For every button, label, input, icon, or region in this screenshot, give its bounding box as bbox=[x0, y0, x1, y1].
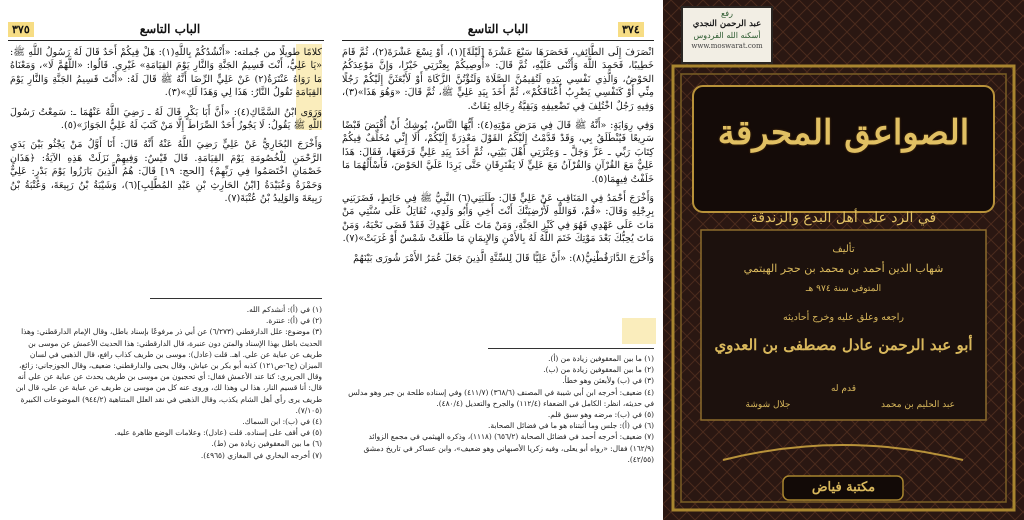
chapter-header bbox=[120, 22, 220, 36]
page-body bbox=[10, 46, 322, 210]
footnote: (١) ما بين المعقوفين زيادة من (أ). bbox=[548, 354, 654, 363]
footnote-separator bbox=[150, 298, 322, 299]
book-title: الصواعق المحرقة bbox=[717, 113, 970, 153]
chapter-title: الباب التاسع bbox=[139, 22, 201, 36]
chapter-header bbox=[448, 22, 548, 36]
footnote: (٣) موضوع: علل الدارقطني (٦/٢٧٣) عن أبي ذر مرفوعًا بإسناد باطل، وقال الإمام الدارقطني: وهذا الحديث باطل بهذا الإسناد والمتن دون عنبرة، قال الدارقطني: هذا الحديث الأعمش عن موسى بن طريف عن عباية عن علي. اهـ. قلت (عادل): موسى بن طريف كذاب رافع، قال الذهبي في لسان الميزان (ج٦-ص١٢١) كذبه أبو بكر بن عياش، وقال يحيى والدارقطني: ضعيف، وقال الجوزجاني: زائغ، وقال الجريري: كنا عند الأعمش فقال: أي تحجبون من موسى بن طريف يحدث عن عباية عن علي أنه قال: أنا قسيم النار، هذا لي وهذا لك، وروى عنه كل من موسى بن طريف عن عباية عن علي، قال ابن طريف يرى رأي أهل الشام يكذب، وقال الذهبي في نقد العلل المتناهية (٩٤٤/٢) الموضوعات الكبيرة (٧/١٠٥). bbox=[15, 327, 322, 415]
left-page bbox=[0, 0, 332, 520]
paragraph: وَأَخْرَجَ البُخَارِيُّ عَنْ عَلِيٍّ رَضِيَ اللَّهُ عَنْهُ أَنَّهُ قَالَ: أَنَا أَوَّلُ مَنْ يَجْثُو بَيْنَ يَدَيِ الرَّحْمَنِ لِلْخُصُومَةِ يَوْمَ القِيَامَةِ. قَالَ قَيْسٌ: وَفِيهِمْ نَزَلَتْ هَذِهِ الآيَةُ: ﴿هَذَانِ خَصْمَانِ اخْتَصَمُوا فِي رَبِّهِمْ﴾ [الحج: ١٩] قَالَ: هُمُ الَّذِينَ بَارَزُوا يَوْمَ بَدْرٍ: عَلِيٌّ وَحَمْزَةُ وَعُبَيْدَةُ [ابْنُ الحَارِثِ بْنِ عَبْدِ المُطَّلِبِ](٦)، وَشَيْبَةُ بْنُ رَبِيعَةَ، وَعُتْبَةُ بْنُ رَبِيعَةَ وَالوَلِيدُ بْنُ عُتْبَةَ(٧). bbox=[10, 139, 323, 205]
page-number: ٣٧٥ bbox=[8, 22, 34, 37]
footnote: (٤) في (ب): ابن السماك. bbox=[242, 417, 322, 427]
paragraph: وَرَوَى ابْنُ السَّمَّاكِ(٤): «أَنَّ أَبَا بَكْرٍ قَالَ لَهُ ـ رَضِيَ اللَّهُ عَنْهُمَا ـ: سَمِعْتُ رَسُولَ اللَّهِ ﷺ يَقُولُ: لَا يَجُوزُ أَحَدٌ الصِّرَاطَ إِلَّا مَنْ كَتَبَ لَهُ عَلِيٌّ الجَوَازَ»(٥). bbox=[10, 106, 322, 132]
author-label: تأليف bbox=[832, 244, 855, 255]
author-dates: المتوفى سنة ٩٧٤ هـ bbox=[805, 284, 882, 294]
page-body bbox=[342, 46, 654, 270]
stamp-line: www.moswarat.com bbox=[691, 42, 763, 50]
cover-ornament bbox=[663, 0, 1024, 520]
footnote: (٧) أخرجه البخاري في المغازي (٤٩٦٥). bbox=[200, 450, 322, 460]
footnote: (٧) ضعيف: أخرجه أحمد في فضائل الصحابة (٦٥٦/٢) (١١١٨)، وذكره الهيثمي في مجمع الزوائد (١٦٢/٩) فقال: «رواه أبو يعلى، وفيه زكريا الأصبهاني وهو ضعيف»، وابن عساكر في تاريخ دمشق (٤٢/٥٥). bbox=[363, 432, 654, 464]
contributor: عبد الحليم بن محمد bbox=[880, 400, 956, 410]
footnote: (١) في (أ): أنشدكم الله. bbox=[246, 305, 322, 314]
footnote: (٦) في (أ): جلس وما أثبتناه هو ما في فضائل الصحابة. bbox=[488, 421, 654, 431]
footnote: (٥) في أقف على إسناده. قلت (عادل): وعلامات الوضع ظاهرة عليه. bbox=[114, 428, 322, 438]
footnote: (٦) ما بين المعقوفين زيادة من (ط). bbox=[211, 439, 322, 449]
footnotes bbox=[342, 353, 654, 465]
header-rule bbox=[8, 40, 324, 41]
paragraph: وَأَخْرَجَ أَحْمَدُ فِي المَنَاقِبِ عَنْ عَلِيٍّ قَالَ: طَلَبَنِي(٦) النَّبِيُّ ﷺ فِي حَائِطٍ، فَضَرَبَنِي بِرِجْلِهِ وَقَالَ: «قُمْ، فَوَاللَّهِ لَأُرْضِيَنَّكَ أَنْتَ أَخِي وَأَبُو وَلَدِي، تُقَاتِلُ عَلَى سُنَّتِي مَنْ مَاتَ عَلَى عَهْدِي فَهُوَ فِي كَنْزِ الجَنَّةِ، وَمَنْ مَاتَ عَلَى عَهْدِكَ فَقَدْ قَضَى نَحْبَهُ، وَمَنْ مَاتَ يُحِبُّكَ بَعْدَ مَوْتِكَ خَتَمَ اللَّهُ لَهُ بِالأَمْنِ وَالإِيمَانِ مَا طَلَعَتْ شَمْسٌ أَوْ غَرَبَتْ»(٧). bbox=[342, 193, 654, 245]
author-name: شهاب الدين أحمد بن محمد بن حجر الهيتمي bbox=[743, 262, 944, 275]
paragraph: كلامًا طويلًا من جُملته: «أَنْشُدُكُمْ بِاللَّهِ(١): هَلْ فِيكُمْ أَحَدٌ قَالَ لَهُ رَسُولُ اللَّهِ ﷺ: «يَا عَلِيُّ، أَنْتَ قَسِيمُ الجَنَّةِ وَالنَّارِ يَوْمَ القِيَامَةِ» غَيْرِي. قَالُوا: «اللَّهُمَّ لَا»، وَمَعْنَاهُ مَا رَوَاهُ عَنْتَرَةُ(٢) عَنْ عَلِيٍّ الرِّضَا أَنَّهُ ﷺ قَالَ لَهُ: «أَنْتَ قَسِيمُ الجَنَّةِ وَالنَّارِ يَوْمَ القِيَامَةِ تَقُولُ النَّارُ: هَذَا لِي وَهَذَا لَكِ»(٣). bbox=[10, 47, 323, 99]
book-subtitle: في الرد على أهل البدع والزندقة bbox=[750, 210, 937, 226]
footnotes bbox=[10, 304, 322, 461]
paragraph: وَفِي رِوَايَةٍ: «أَنَّهُ ﷺ قَالَ فِي مَرَضِ مَوْتِهِ(٤): أَيُّهَا النَّاسُ، يُوشِكُ أَنْ أُقْبَضَ قَبْضًا سَرِيعًا فَيُنْطَلَقُ بِي، وَقَدْ قَدَّمْتُ إِلَيْكُمُ القَوْلَ مَعْذِرَةً إِلَيْكُمْ، أَلَا إِنِّي مُخَلِّفٌ فِيكُمْ كِتَابَ رَبِّي ـ عَزَّ وَجَلَّ ـ وَعِتْرَتِي أَهْلَ بَيْتِي، ثُمَّ أَخَذَ بِيَدِ عَلِيٍّ فَرَفَعَهَا، فَقَالَ: هَذَا عَلِيٌّ مَعَ القُرْآنِ وَالقُرْآنُ مَعَ عَلِيٍّ لَا يَفْتَرِقَانِ حَتَّى يَرِدَا عَلَيَّ الحَوْضَ، فَأَسْأَلُهُمَا مَا خَلَفْتُ فِيهِمَا(٥). bbox=[342, 120, 654, 185]
contributor: جلال شوشة bbox=[745, 400, 791, 410]
right-page bbox=[338, 0, 660, 520]
page-number: ٣٧٤ bbox=[618, 22, 644, 37]
publisher-name: مكتبة فياض bbox=[811, 480, 876, 495]
contributors-label: قدم له bbox=[830, 384, 857, 394]
stamp-line: رفع bbox=[721, 9, 733, 18]
footnote: (٢) ما بين المعقوفين زيادة من (ب). bbox=[543, 365, 654, 375]
highlight-mark bbox=[622, 318, 656, 344]
stamp-line: أسكنه الله الفردوس bbox=[693, 31, 761, 40]
book-cover bbox=[663, 0, 1024, 520]
editor-label: راجعه وعلق عليه وخرج أحاديثه bbox=[782, 312, 905, 323]
chapter-title: الباب التاسع bbox=[467, 22, 529, 36]
paragraph: انْصَرَفَ إِلَى الطَّائِفِ، فَحَصَرَهَا سَبْعَ عَشْرَةَ [لَيْلَةً](١)، أَوْ تِسْعَ عَشْرَةَ(٢)، ثُمَّ قَامَ خَطِيبًا، فَحَمِدَ اللَّهَ وَأَثْنَى عَلَيْهِ، ثُمَّ قَالَ: «أُوصِيكُمْ بِعِتْرَتِي خَيْرًا، وَإِنَّ مَوْعِدَكُمُ الحَوْضُ، وَالَّذِي نَفْسِي بِيَدِهِ لَتُقِيمُنَّ الصَّلَاةَ وَلَتُؤْتُنَّ الزَّكَاةَ أَوْ لَأَبْعَثَنَّ إِلَيْكُمْ رَجُلًا مِنِّي أَوْ كَنَفْسِي يَضْرِبُ أَعْنَاقَكُمْ»، ثُمَّ أَخَذَ بِيَدِ عَلِيٍّ ﷺ، ثُمَّ قَالَ: «وَهُوَ هَذَا»(٣)، وَفِيهِ رَجُلٌ اخْتُلِفَ فِي تَضْعِيفِهِ وَبَقِيَّةُ رِجَالِهِ ثِقَاتٌ. bbox=[342, 47, 654, 112]
library-stamp bbox=[681, 6, 773, 64]
footnote: (٢) في (أ): عنترة. bbox=[266, 316, 322, 326]
footnote: (٥) في (ب): مرضه وهو سبق قلم. bbox=[547, 410, 654, 420]
footnote: (٣) في (ب) ولأبعثن وهو خطأ. bbox=[562, 376, 654, 386]
editor-name: أبو عبد الرحمن عادل مصطفى بن العدوي bbox=[714, 336, 973, 354]
footnote: (٤) ضعيف: أخرجه ابن أبي شيبة في المصنف (٣٦٨/٦) (٤١١/٧) وفي إسناده طلحة بن جبر وهو مدلس في حديثه، انظر: الكامل في الضعفاء (١١٢/٤) والجرح والتعديل (٤٨٠/٤). bbox=[348, 387, 654, 408]
footnote-separator bbox=[488, 348, 654, 349]
header-rule bbox=[342, 40, 654, 41]
paragraph: وَأَخْرَجَ الدَّارَقُطْنِيُّ(٨): «أَنَّ عَلِيًّا قَالَ لِلسِّتَّةِ الَّذِينَ جَعَلَ عُمَرُ الأَمْرَ شُورَى بَيْنَهُمْ bbox=[353, 252, 654, 264]
stamp-line: عبد الرحمن النجدي bbox=[692, 19, 762, 29]
